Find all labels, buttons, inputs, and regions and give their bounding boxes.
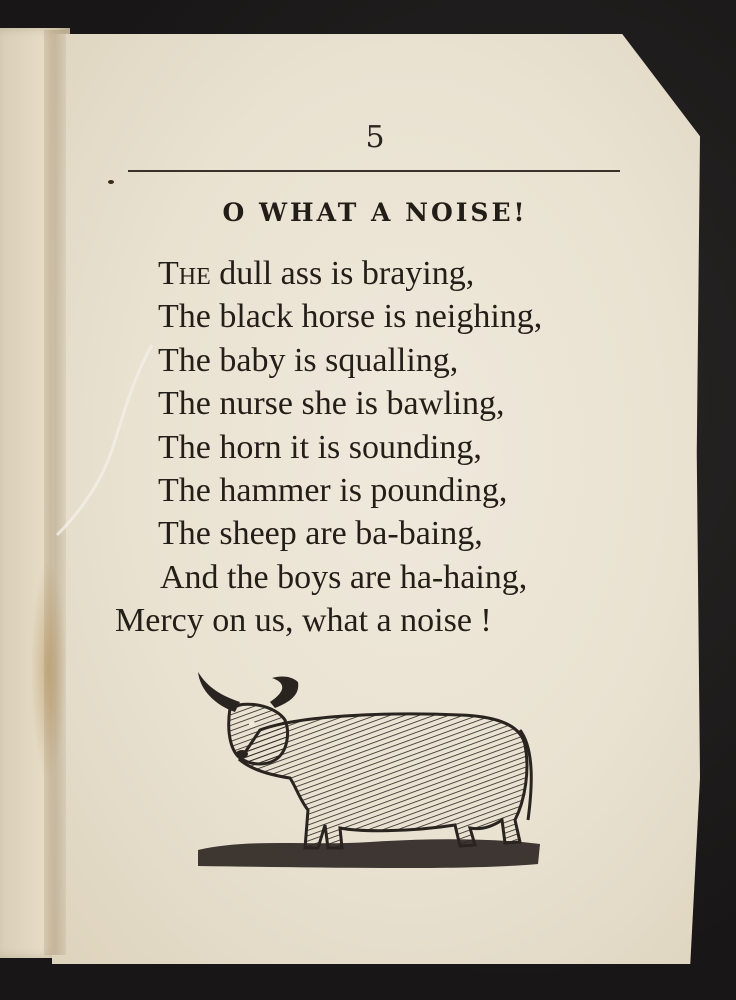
ink-speck: [108, 180, 114, 184]
poem-line: The sheep are ba-baing,: [158, 515, 483, 553]
page-number: 5: [365, 120, 385, 155]
poem-last-line: Mercy on us, what a noise !: [115, 602, 492, 640]
page-stain: [30, 560, 66, 780]
poem-title: O WHAT A NOISE!: [222, 198, 528, 227]
poem-line: The nurse she is bawling,: [158, 385, 505, 423]
poem-first-line-text: dull ass is braying,: [210, 255, 475, 292]
poem-line: The horn it is sounding,: [158, 428, 482, 466]
poem-line: The hammer is pounding,: [158, 472, 508, 510]
poem-body: [110, 252, 670, 643]
header-rule: [128, 170, 620, 172]
poem-line: [110, 252, 670, 295]
poem-line: The black horse is neighing,: [158, 298, 543, 336]
poem-first-word: The: [158, 255, 211, 292]
poem-line: The baby is squalling,: [158, 341, 459, 379]
ox-woodcut-illustration: [190, 660, 550, 880]
poem-line: And the boys are ha-haing,: [160, 558, 528, 596]
